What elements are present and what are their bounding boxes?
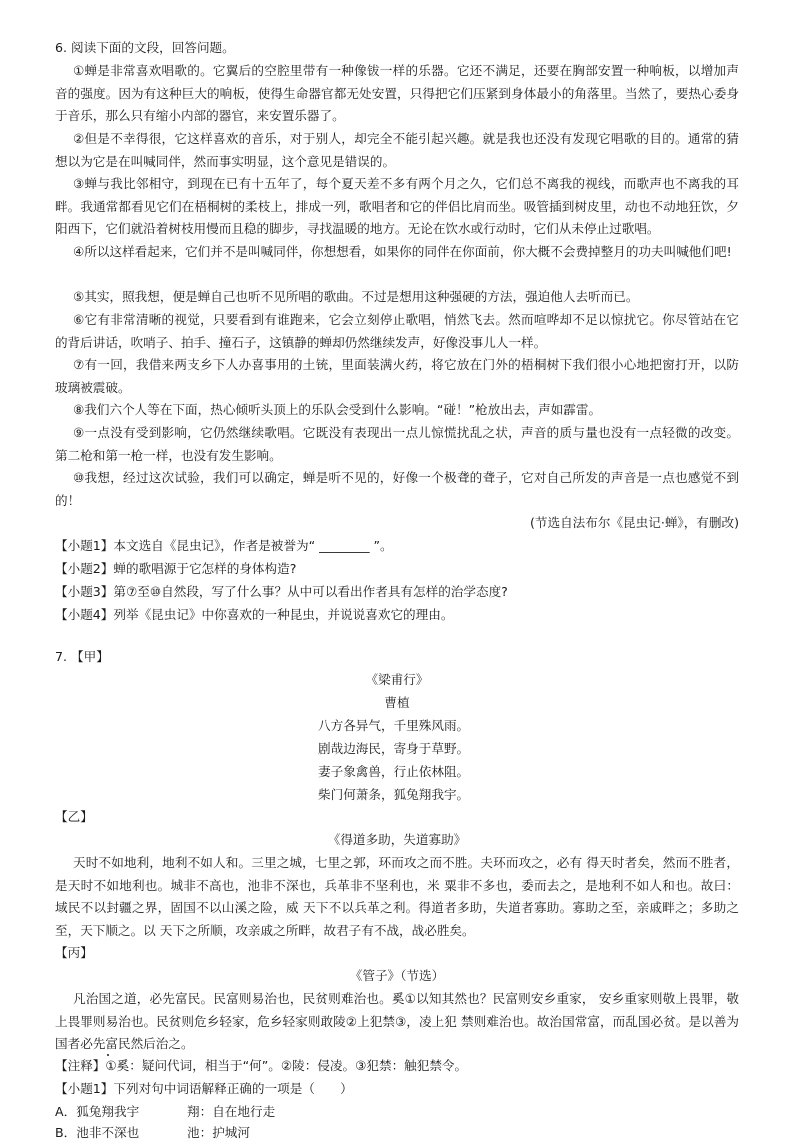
poem-line-2: 剧哉边海民，寄身于草野。 <box>318 741 470 756</box>
q6-paragraph-5: ⑤其实，照我想，便是蝉自己也听不见所唱的歌曲。不过是想用这种强硬的方法，强迫他人去听而已。 <box>73 289 639 304</box>
q6-paragraph-8: ⑧我们六个人等在下面，热心倾听头顶上的乐队会受到什么影响。“碰！”枪放出去，声如霹雷。 <box>73 402 602 417</box>
q6-paragraph-4: ④所以这样看起来，它们并不是叫喊同伴，你想想看，如果你的同伴在你面前，你大概不会费掉整月的功夫叫喊他们吧! <box>73 244 732 259</box>
q7-question-1: 【小题1】下列对句中词语解释正确的一项是（ ） <box>55 1081 353 1096</box>
option-a-letter: A． <box>55 1104 77 1119</box>
option-a-definition: 翔：自在地行走 <box>187 1104 276 1119</box>
q6-paragraph-3: ③蝉与我比邻相守，到现在已有十五年了，每个夏天差不多有两个月之久，它们总不离我的视线，而歌声也不离我的耳畔。我通常都看见它们在梧桐树的柔枝上，排成一列，歌唱者和它的伴侣比肩而坐。吸管插到树皮里，动也不动地狂饮，夕阳西下，它们就沿着树枝用慢而且稳的脚步，寻找温暖的地方。无论在饮水或行动时，它们从未停止过歌唱。 <box>55 176 739 237</box>
annotation-notes: 【注释】①奚：疑问代词，相当于“何”。②陵：侵凌。③犯禁：触犯禁令。 <box>55 1058 468 1073</box>
q6-heading: 6. 阅读下面的文段，回答问题。 <box>55 40 235 55</box>
q6-question-1: 【小题1】本文选自《昆虫记》，作者是被誉为“ ________ ”。 <box>55 538 393 553</box>
option-a <box>55 1101 139 1124</box>
option-b <box>55 1122 139 1145</box>
q6-question-4: 【小题4】列举《昆虫记》中你喜欢的一种昆虫，并说说喜欢它的理由。 <box>55 607 454 622</box>
option-b-text: 池非不深也 <box>76 1125 140 1140</box>
option-a-text: 狐兔翔我宇 <box>76 1104 140 1119</box>
q6-paragraph-9: ⑨一点没有受到影响，它仍然继续歌唱。它既没有表现出一点儿惊慌扰乱之状，声音的质与量也没有一点轻微的改变。第二枪和第一枪一样，也没有发生影响。 <box>55 425 739 463</box>
poem-line-1: 八方各异气，千里殊风雨。 <box>318 718 470 733</box>
emphasis-dot <box>107 1054 109 1056</box>
bing-text: 凡治国之道，必先富民。民富则易治也，民贫则难治也。奚①以知其然也？民富则安乡重家， 安乡重家则敬上畏罪，敬上畏罪则易治也。民贫则危乡轻家，危乡轻家则敢陵②上犯禁③，凌上犯 禁则难治也。故治国常富，而乱国必贫。是以善为国者必先富民然后治之。 <box>55 991 739 1052</box>
q6-paragraph-10: ⑩我想，经过这次试验，我们可以确定，蝉是听不见的，好像一个极聋的聋子，它对自己所发的声音是一点也感觉不到的！ <box>55 470 739 508</box>
yi-label: 【乙】 <box>55 809 93 824</box>
poem-author: 曹植 <box>384 695 410 710</box>
q6-question-2: 【小题2】蝉的歌唱源于它怎样的身体构造? <box>55 561 297 576</box>
bing-label: 【丙】 <box>55 945 93 960</box>
q7-heading: 7. 【甲】 <box>55 649 109 664</box>
yi-title: 《得道多助，失道寡助》 <box>327 832 467 847</box>
q6-paragraph-1: ①蝉是非常喜欢唱歌的。它翼后的空腔里带有一种像钹一样的乐器。它还不满足，还要在胸部安置一种响板，以增加声音的强度。因为有这种巨大的响板，使得生命器官都无处安置，只得把它们压紧到身体最小的角落里。当然了，要热心委身于音乐，那么只有缩小内部的器官，来安置乐器了。 <box>55 63 739 124</box>
yi-text: 天时不如地利，地利不如人和。三里之城，七里之郭，环而攻之而不胜。夫环而攻之，必有 得天时者矣，然而不胜者，是天时不如地利也。城非不高也，池非不深也，兵革非不坚利也，米 粟非不多也，委而去之，是地利不如人和也。故曰：域民不以封疆之界，固国不以山溪之险，威 天下不以兵革之利。得道者多助，失道者寡助。寡助之至，亲戚畔之；多助之至，天下顺之。以 天下之所顺，攻亲戚之所畔，故君子有不战，战必胜矣。 <box>55 855 739 939</box>
option-b-definition: 池：护城河 <box>187 1125 250 1140</box>
q6-paragraph-6: ⑥它有非常清晰的视觉，只要看到有谁跑来，它会立刻停止歌唱，悄然飞去。然而喧哗却不足以惊扰它。你尽管站在它的背后讲话，吹哨子、拍手、撞石子，这镇静的蝉却仍然继续发声，好像没事儿人一样。 <box>55 312 739 350</box>
q6-paragraph-2: ②但是不幸得很，它这样喜欢的音乐，对于别人，却完全不能引起兴趣。就是我也还没有发现它唱歌的目的。通常的猜想以为它是在叫喊同伴，然而事实明显，这个意见是错误的。 <box>55 131 739 169</box>
q6-paragraph-7: ⑦有一回，我借来两支乡下人办喜事用的土铳，里面装满火药，将它放在门外的梧桐树下我们很小心地把窗打开，以防玻璃被震破。 <box>55 357 739 395</box>
poem-line-4: 柴门何萧条，狐兔翔我宇。 <box>318 787 470 802</box>
bing-title: 《管子》（节选） <box>349 968 445 983</box>
poem-line-3: 妻子象禽兽，行止依林阻。 <box>318 764 470 779</box>
q6-source: (节选自法布尔《昆虫记·蝉》，有删改) <box>529 515 739 530</box>
poem-title: 《梁甫行》 <box>365 672 429 687</box>
q6-question-3: 【小题3】第⑦至⑩自然段，写了什么事？从中可以看出作者具有怎样的治学态度? <box>55 584 508 599</box>
option-b-letter: B． <box>55 1125 77 1140</box>
